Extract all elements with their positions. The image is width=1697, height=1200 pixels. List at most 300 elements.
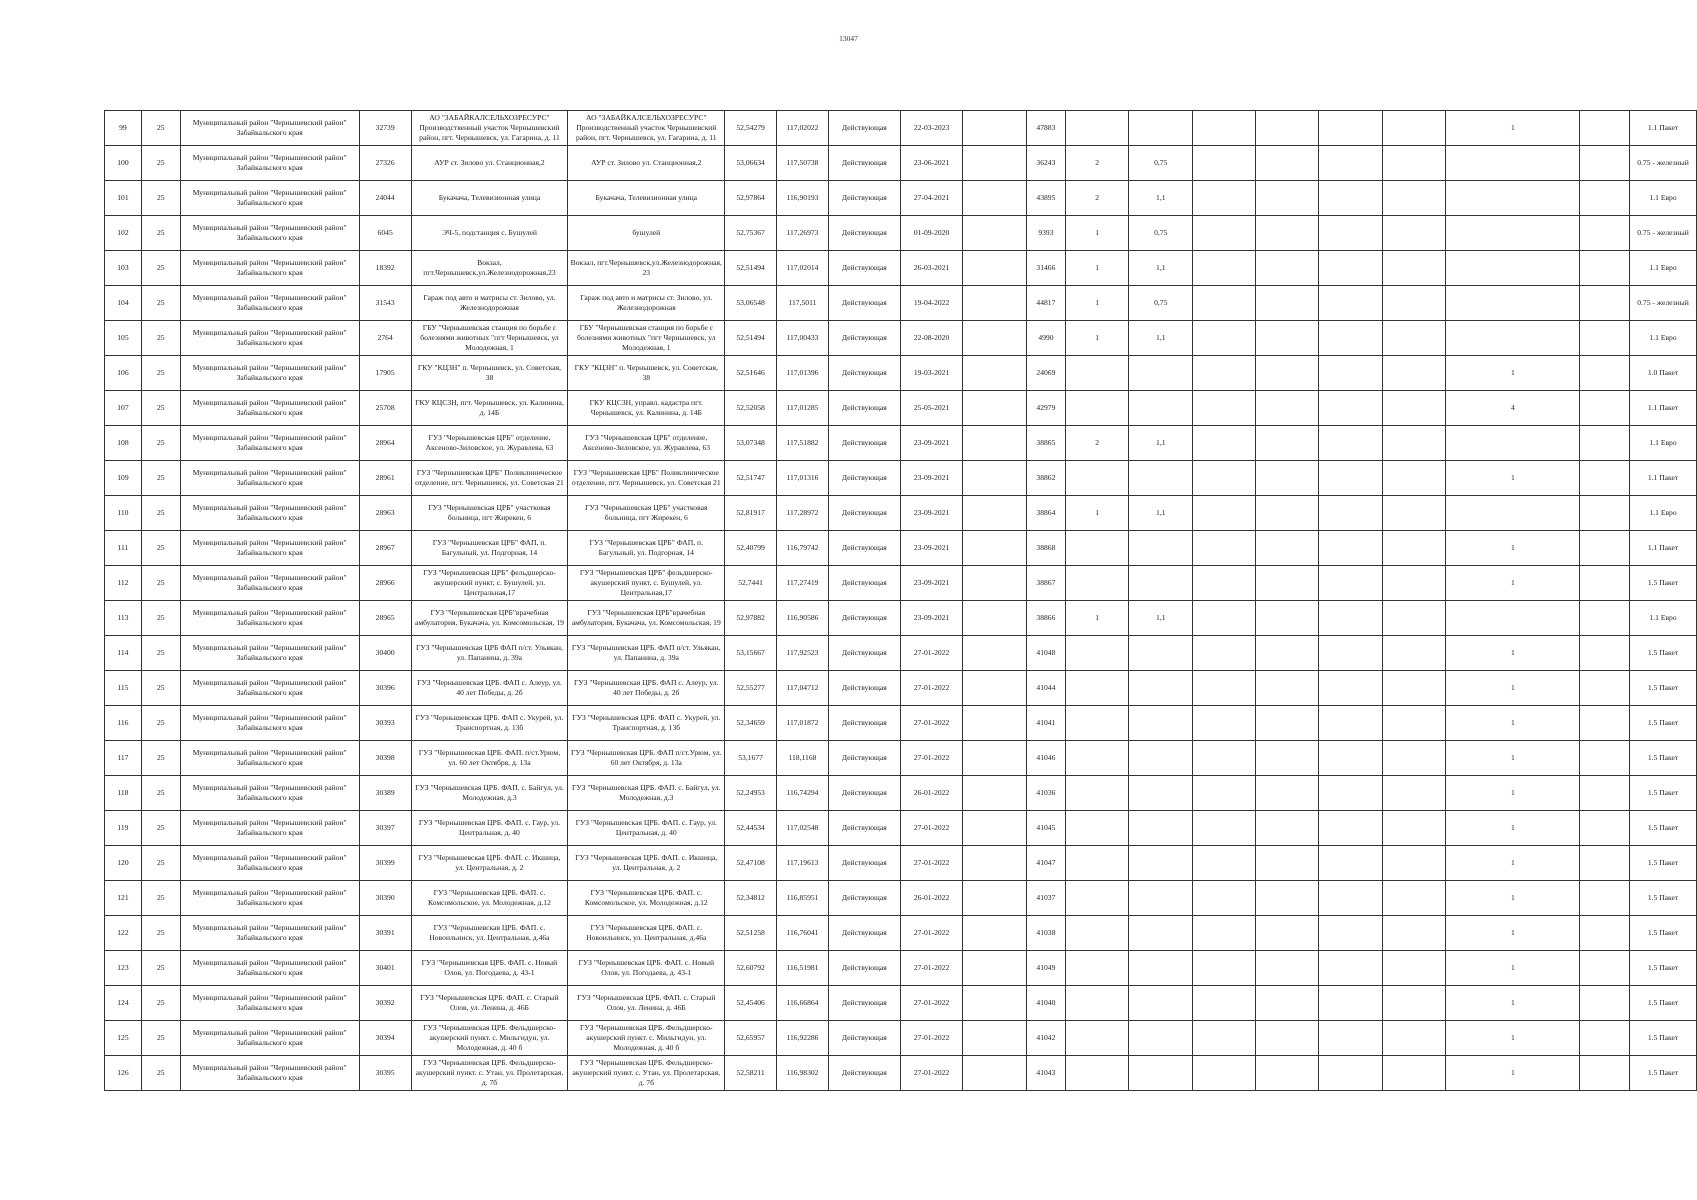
region-code: [141, 356, 180, 391]
region-code-text: 25: [156, 263, 165, 273]
object-address-text: Гараж под авто и матрисы ст. Зилово, ул. Железнодорожная: [580, 293, 713, 312]
row-number: [105, 531, 142, 566]
object-id-text: 30389: [375, 788, 395, 798]
empty-cell: [1382, 601, 1446, 636]
empty-cell: [1580, 146, 1630, 181]
object-id: [359, 1056, 411, 1091]
object-id-text: 30398: [375, 753, 395, 763]
district-name-text: Муниципальный район "Чернышевский район" Забайкальского края: [192, 853, 347, 872]
container-type: [1630, 216, 1697, 251]
empty-cell: [1580, 391, 1630, 426]
district-name-text: Муниципальный район "Чернышевский район" Забайкальского края: [192, 993, 347, 1012]
object-name: [411, 566, 568, 601]
date-text: 19-04-2022: [913, 298, 950, 308]
object-name-text: ГУЗ "Чернышевская ЦРБ. ФАП. с. Гаур, ул. Центральная, д. 40: [418, 818, 561, 837]
empty-cell: [963, 216, 1027, 251]
empty-cell: [1319, 321, 1383, 356]
row-number: [105, 636, 142, 671]
object-address-text: ГУЗ "Чернышевская ЦРБ"врачебная амбулатория, Букачача, ул. Комсомольская, 19: [571, 608, 721, 627]
row-number-text: 118: [117, 788, 129, 798]
row-number-text: 125: [117, 1033, 129, 1043]
object-name: [411, 811, 568, 846]
object-name-text: ГУЗ "Чернышевская ЦРБ" Поликлиническое отделение, пгт. Чернышевск, ул. Советская 21: [415, 468, 564, 487]
object-name: [411, 1056, 568, 1091]
region-code-text: 25: [156, 403, 165, 413]
empty-cell: [1193, 1021, 1256, 1056]
object-address-text: ГУЗ "Чернышевская ЦРБ. Фельдшерско-акушерский пункт. с. Мильгидун, ул. Молодежная, д. 40 б: [579, 1023, 713, 1052]
registry-code-text: 44817: [1036, 298, 1056, 308]
empty-cell: [1382, 566, 1446, 601]
empty-cell: [1382, 1056, 1446, 1091]
container-type: [1630, 601, 1697, 636]
row-number: [105, 776, 142, 811]
district-name: [180, 881, 359, 916]
container-type: [1630, 391, 1697, 426]
row-number-text: 114: [117, 648, 129, 658]
registry-code: [1026, 496, 1065, 531]
object-id-text: 2764: [377, 333, 393, 343]
object-name: [411, 531, 568, 566]
container-type-text: 1.1 Евро: [1649, 333, 1677, 343]
empty-cell: [1382, 706, 1446, 741]
empty-cell: [1255, 356, 1319, 391]
date: [900, 321, 963, 356]
empty-cell: [1193, 391, 1256, 426]
row-number-text: 102: [117, 228, 129, 238]
container-volume: [1129, 111, 1193, 146]
region-code-text: 25: [156, 123, 165, 133]
latitude: [725, 1056, 777, 1091]
empty-cell: [1382, 181, 1446, 216]
package-count: [1446, 216, 1580, 251]
empty-cell: [1193, 706, 1256, 741]
longitude-text: 117,01316: [786, 473, 819, 483]
empty-cell: [1580, 1056, 1630, 1091]
region-code: [141, 251, 180, 286]
empty-cell: [1319, 671, 1383, 706]
date-text: 27-01-2022: [913, 1068, 950, 1078]
latitude: [725, 601, 777, 636]
object-address: [568, 636, 725, 671]
empty-cell: [1580, 986, 1630, 1021]
date: [900, 216, 963, 251]
object-id: [359, 391, 411, 426]
container-type: [1630, 531, 1697, 566]
date: [900, 986, 963, 1021]
object-name-text: ГУЗ "Чернышевская ЦРБ" участковая больница, пгт Жирекен, 6: [428, 503, 551, 522]
region-code-text: 25: [156, 963, 165, 973]
status-text: Действующая: [841, 333, 887, 343]
date: [900, 251, 963, 286]
empty-cell: [1193, 916, 1256, 951]
empty-cell: [1580, 811, 1630, 846]
empty-cell: [963, 986, 1027, 1021]
package-count-text: 1: [1510, 1068, 1515, 1078]
table-row: [105, 391, 1697, 426]
container-volume: [1129, 531, 1193, 566]
object-address-text: ГКУ "КЦЗН" п. Чернышевск, ул. Советская, 38: [574, 363, 718, 382]
registry-code-text: 36243: [1036, 158, 1056, 168]
date-text: 26-01-2022: [913, 788, 950, 798]
container-count: [1065, 321, 1129, 356]
empty-cell: [963, 601, 1027, 636]
status-text: Действующая: [841, 1033, 887, 1043]
row-number: [105, 741, 142, 776]
district-name: [180, 1056, 359, 1091]
district-name-text: Муниципальный район "Чернышевский район" Забайкальского края: [192, 258, 347, 277]
row-number-text: 122: [117, 928, 129, 938]
empty-cell: [963, 671, 1027, 706]
container-count-text: 2: [1095, 193, 1100, 203]
date-text: 22-03-2023: [913, 123, 950, 133]
district-name: [180, 321, 359, 356]
container-count: [1065, 146, 1129, 181]
latitude-text: 52,51494: [736, 333, 765, 343]
empty-cell: [963, 321, 1027, 356]
container-type: [1630, 426, 1697, 461]
district-name-text: Муниципальный район "Чернышевский район" Забайкальского края: [192, 223, 347, 242]
package-count: [1446, 111, 1580, 146]
package-count: [1446, 916, 1580, 951]
empty-cell: [1319, 601, 1383, 636]
package-count: [1446, 846, 1580, 881]
region-code: [141, 111, 180, 146]
status: [828, 356, 900, 391]
object-address-text: ГУЗ "Чернышевская ЦРБ" отделение, Аксеново-Зиловское, ул. Журавлева, 63: [582, 433, 711, 452]
longitude-text: 116,90586: [786, 613, 819, 623]
row-number: [105, 321, 142, 356]
registry-code-text: 9393: [1038, 228, 1054, 238]
empty-cell: [1382, 356, 1446, 391]
container-type: [1630, 951, 1697, 986]
table-row: [105, 1056, 1697, 1091]
empty-cell: [1382, 286, 1446, 321]
object-id: [359, 846, 411, 881]
object-name-text: Гараж под авто и матрисы ст. Зилово, ул. Железнодорожная: [423, 293, 556, 312]
object-name-text: ГУЗ "Чернышевская ЦРБ. ФАП. с. Новоильинск, ул. Центральная, д.46а: [429, 923, 550, 942]
container-type: [1630, 811, 1697, 846]
package-count-text: 1: [1510, 858, 1515, 868]
date: [900, 1056, 963, 1091]
container-volume: [1129, 811, 1193, 846]
container-volume: [1129, 601, 1193, 636]
empty-cell: [1382, 146, 1446, 181]
container-volume-text: 1,1: [1156, 613, 1166, 623]
date: [900, 426, 963, 461]
container-type-text: 1.5 Пакет: [1647, 718, 1679, 728]
container-type: [1630, 1021, 1697, 1056]
row-number: [105, 566, 142, 601]
date-text: 23-09-2021: [913, 613, 950, 623]
latitude: [725, 986, 777, 1021]
empty-cell: [1193, 356, 1256, 391]
object-id-text: 24044: [375, 193, 395, 203]
container-volume-text: 0,75: [1154, 228, 1168, 238]
table-row: [105, 776, 1697, 811]
object-id: [359, 566, 411, 601]
district-name: [180, 601, 359, 636]
district-name-text: Муниципальный район "Чернышевский район" Забайкальского края: [192, 153, 347, 172]
district-name: [180, 181, 359, 216]
district-name-text: Муниципальный район "Чернышевский район" Забайкальского края: [192, 923, 347, 942]
object-address: [568, 776, 725, 811]
empty-cell: [1580, 216, 1630, 251]
region-code-text: 25: [156, 333, 165, 343]
empty-cell: [1193, 671, 1256, 706]
empty-cell: [1193, 251, 1256, 286]
region-code: [141, 881, 180, 916]
registry-code-text: 41042: [1036, 1033, 1056, 1043]
object-name-text: ГУЗ "Чернышевская ЦРБ. ФАП. с. Новый Олов, ул. Погодаева, д. 43-1: [421, 958, 558, 977]
table-row: [105, 286, 1697, 321]
container-type-text: 1.1 Евро: [1649, 438, 1677, 448]
object-name-text: Букачача, Телевизионная улица: [438, 193, 541, 203]
page-number: 13047: [839, 34, 858, 43]
empty-cell: [963, 391, 1027, 426]
district-name-text: Муниципальный район "Чернышевский район" Забайкальского края: [192, 118, 347, 137]
registry-code: [1026, 216, 1065, 251]
longitude: [777, 1056, 829, 1091]
region-code-text: 25: [156, 543, 165, 553]
object-id-text: 30399: [375, 858, 395, 868]
row-number: [105, 111, 142, 146]
object-name: [411, 286, 568, 321]
object-address: [568, 216, 725, 251]
package-count-text: 1: [1510, 823, 1515, 833]
district-name-text: Муниципальный район "Чернышевский район" Забайкальского края: [192, 958, 347, 977]
object-name: [411, 706, 568, 741]
container-type-text: 1.1 Пакет: [1647, 403, 1679, 413]
district-name-text: Муниципальный район "Чернышевский район" Забайкальского края: [192, 608, 347, 627]
latitude: [725, 496, 777, 531]
container-count: [1065, 251, 1129, 286]
district-name: [180, 741, 359, 776]
status: [828, 916, 900, 951]
empty-cell: [963, 426, 1027, 461]
container-type-text: 1.5 Пакет: [1647, 1033, 1679, 1043]
longitude-text: 117,00433: [786, 333, 819, 343]
registry-code-text: 24069: [1036, 368, 1056, 378]
object-address-text: ГУЗ "Чернышевская ЦРБ. ФАП. с. Гаур, ул. Центральная, д. 40: [575, 818, 717, 837]
row-number-text: 106: [117, 368, 129, 378]
object-name: [411, 496, 568, 531]
object-id-text: 28963: [375, 508, 395, 518]
object-address: [568, 321, 725, 356]
date-text: 19-03-2021: [913, 368, 950, 378]
package-count: [1446, 636, 1580, 671]
district-name-text: Муниципальный район "Чернышевский район" Забайкальского края: [192, 888, 347, 907]
status-text: Действующая: [841, 683, 887, 693]
registry-code-text: 41044: [1036, 683, 1056, 693]
empty-cell: [1193, 1056, 1256, 1091]
empty-cell: [963, 111, 1027, 146]
row-number-text: 99: [119, 123, 127, 133]
status: [828, 671, 900, 706]
longitude: [777, 671, 829, 706]
object-name: [411, 426, 568, 461]
district-name: [180, 531, 359, 566]
empty-cell: [1193, 636, 1256, 671]
container-type: [1630, 356, 1697, 391]
region-code-text: 25: [156, 893, 165, 903]
date: [900, 286, 963, 321]
empty-cell: [1255, 846, 1319, 881]
status: [828, 601, 900, 636]
registry-code: [1026, 391, 1065, 426]
container-type-text: 1.1 Евро: [1649, 508, 1677, 518]
registry-code-text: 41043: [1036, 1068, 1056, 1078]
status-text: Действующая: [841, 613, 887, 623]
latitude: [725, 636, 777, 671]
status: [828, 391, 900, 426]
container-type-text: 1.1 Евро: [1649, 193, 1677, 203]
date: [900, 846, 963, 881]
district-name: [180, 566, 359, 601]
empty-cell: [1580, 846, 1630, 881]
longitude-text: 116,74294: [786, 788, 819, 798]
empty-cell: [1319, 986, 1383, 1021]
package-count: [1446, 566, 1580, 601]
container-volume: [1129, 1021, 1193, 1056]
container-count-text: 1: [1095, 228, 1100, 238]
empty-cell: [1193, 986, 1256, 1021]
latitude-text: 52,75367: [736, 228, 765, 238]
object-id-text: 32739: [375, 123, 395, 133]
row-number-text: 124: [117, 998, 129, 1008]
container-volume: [1129, 391, 1193, 426]
empty-cell: [1193, 811, 1256, 846]
package-count: [1446, 251, 1580, 286]
container-type-text: 1.1 Пакет: [1647, 123, 1679, 133]
object-id-text: 30390: [375, 893, 395, 903]
row-number: [105, 356, 142, 391]
object-address: [568, 496, 725, 531]
empty-cell: [1255, 1056, 1319, 1091]
container-count-text: 2: [1095, 158, 1100, 168]
container-volume: [1129, 251, 1193, 286]
object-id: [359, 321, 411, 356]
district-name: [180, 1021, 359, 1056]
object-name-text: ГКУ КЦСЗН, пгт. Чернышевск, ул. Калинина, д. 14Б: [415, 398, 564, 417]
object-address: [568, 111, 725, 146]
region-code: [141, 181, 180, 216]
empty-cell: [1319, 846, 1383, 881]
empty-cell: [1255, 881, 1319, 916]
district-name: [180, 636, 359, 671]
empty-cell: [1580, 671, 1630, 706]
status: [828, 1021, 900, 1056]
status: [828, 706, 900, 741]
registry-code-text: 42979: [1036, 403, 1056, 413]
empty-cell: [963, 636, 1027, 671]
district-name-text: Муниципальный район "Чернышевский район" Забайкальского края: [192, 643, 347, 662]
latitude: [725, 1021, 777, 1056]
object-address: [568, 916, 725, 951]
container-volume-text: 1,1: [1156, 508, 1166, 518]
container-volume: [1129, 706, 1193, 741]
district-name: [180, 461, 359, 496]
longitude: [777, 216, 829, 251]
container-count: [1065, 776, 1129, 811]
empty-cell: [1580, 741, 1630, 776]
status: [828, 111, 900, 146]
object-name-text: АО "ЗАБАЙКАЛСЕЛЬХОЗРЕСУРС" Производственный участок Чернышевский район, пгт. Чернышевск, ул. Гагарина, д. 11: [419, 113, 560, 142]
package-count-text: 1: [1510, 963, 1515, 973]
table-row: [105, 916, 1697, 951]
status: [828, 1056, 900, 1091]
date-text: 27-01-2022: [913, 718, 950, 728]
region-code-text: 25: [156, 508, 165, 518]
status: [828, 811, 900, 846]
container-type: [1630, 461, 1697, 496]
region-code-text: 25: [156, 578, 165, 588]
container-type: [1630, 881, 1697, 916]
latitude: [725, 321, 777, 356]
empty-cell: [1319, 391, 1383, 426]
status: [828, 636, 900, 671]
latitude-text: 52,65957: [736, 1033, 765, 1043]
table-row: [105, 111, 1697, 146]
empty-cell: [1580, 251, 1630, 286]
region-code: [141, 776, 180, 811]
container-type-text: 1.5 Пакет: [1647, 1068, 1679, 1078]
date-text: 27-01-2022: [913, 753, 950, 763]
container-volume: [1129, 286, 1193, 321]
container-type: [1630, 846, 1697, 881]
object-name: [411, 881, 568, 916]
object-name: [411, 846, 568, 881]
object-address-text: ГУЗ "Чернышевская ЦРБ. ФАП. с. Новоильинск, ул. Центральная, д.46а: [586, 923, 707, 942]
object-id-text: 17905: [375, 368, 395, 378]
package-count: [1446, 391, 1580, 426]
status: [828, 776, 900, 811]
empty-cell: [1382, 1021, 1446, 1056]
row-number: [105, 916, 142, 951]
object-name: [411, 741, 568, 776]
latitude: [725, 846, 777, 881]
longitude: [777, 566, 829, 601]
status-text: Действующая: [841, 263, 887, 273]
object-id-text: 18392: [375, 263, 395, 273]
longitude-text: 116,51981: [786, 963, 819, 973]
table-row: [105, 601, 1697, 636]
object-address: [568, 1021, 725, 1056]
region-code: [141, 1056, 180, 1091]
empty-cell: [1382, 531, 1446, 566]
table-row: [105, 356, 1697, 391]
registry-code: [1026, 1021, 1065, 1056]
table-row: [105, 881, 1697, 916]
object-address-text: ГУЗ "Чернышевская ЦРБ" фельдшерско-акушерский пункт, с. Бушулей, ул. Центральная,17: [579, 568, 713, 597]
district-name-text: Муниципальный район "Чернышевский район" Забайкальского края: [192, 468, 347, 487]
empty-cell: [1319, 566, 1383, 601]
district-name-text: Муниципальный район "Чернышевский район" Забайкальского края: [192, 713, 347, 732]
package-count-text: 1: [1510, 718, 1515, 728]
date-text: 26-03-2021: [913, 263, 950, 273]
registry-code: [1026, 286, 1065, 321]
empty-cell: [1255, 216, 1319, 251]
date: [900, 811, 963, 846]
container-volume: [1129, 461, 1193, 496]
empty-cell: [1382, 251, 1446, 286]
latitude: [725, 356, 777, 391]
date-text: 23-06-2021: [913, 158, 950, 168]
latitude: [725, 881, 777, 916]
object-name: [411, 776, 568, 811]
longitude-text: 117,5011: [788, 298, 817, 308]
row-number-text: 120: [117, 858, 129, 868]
empty-cell: [1382, 461, 1446, 496]
